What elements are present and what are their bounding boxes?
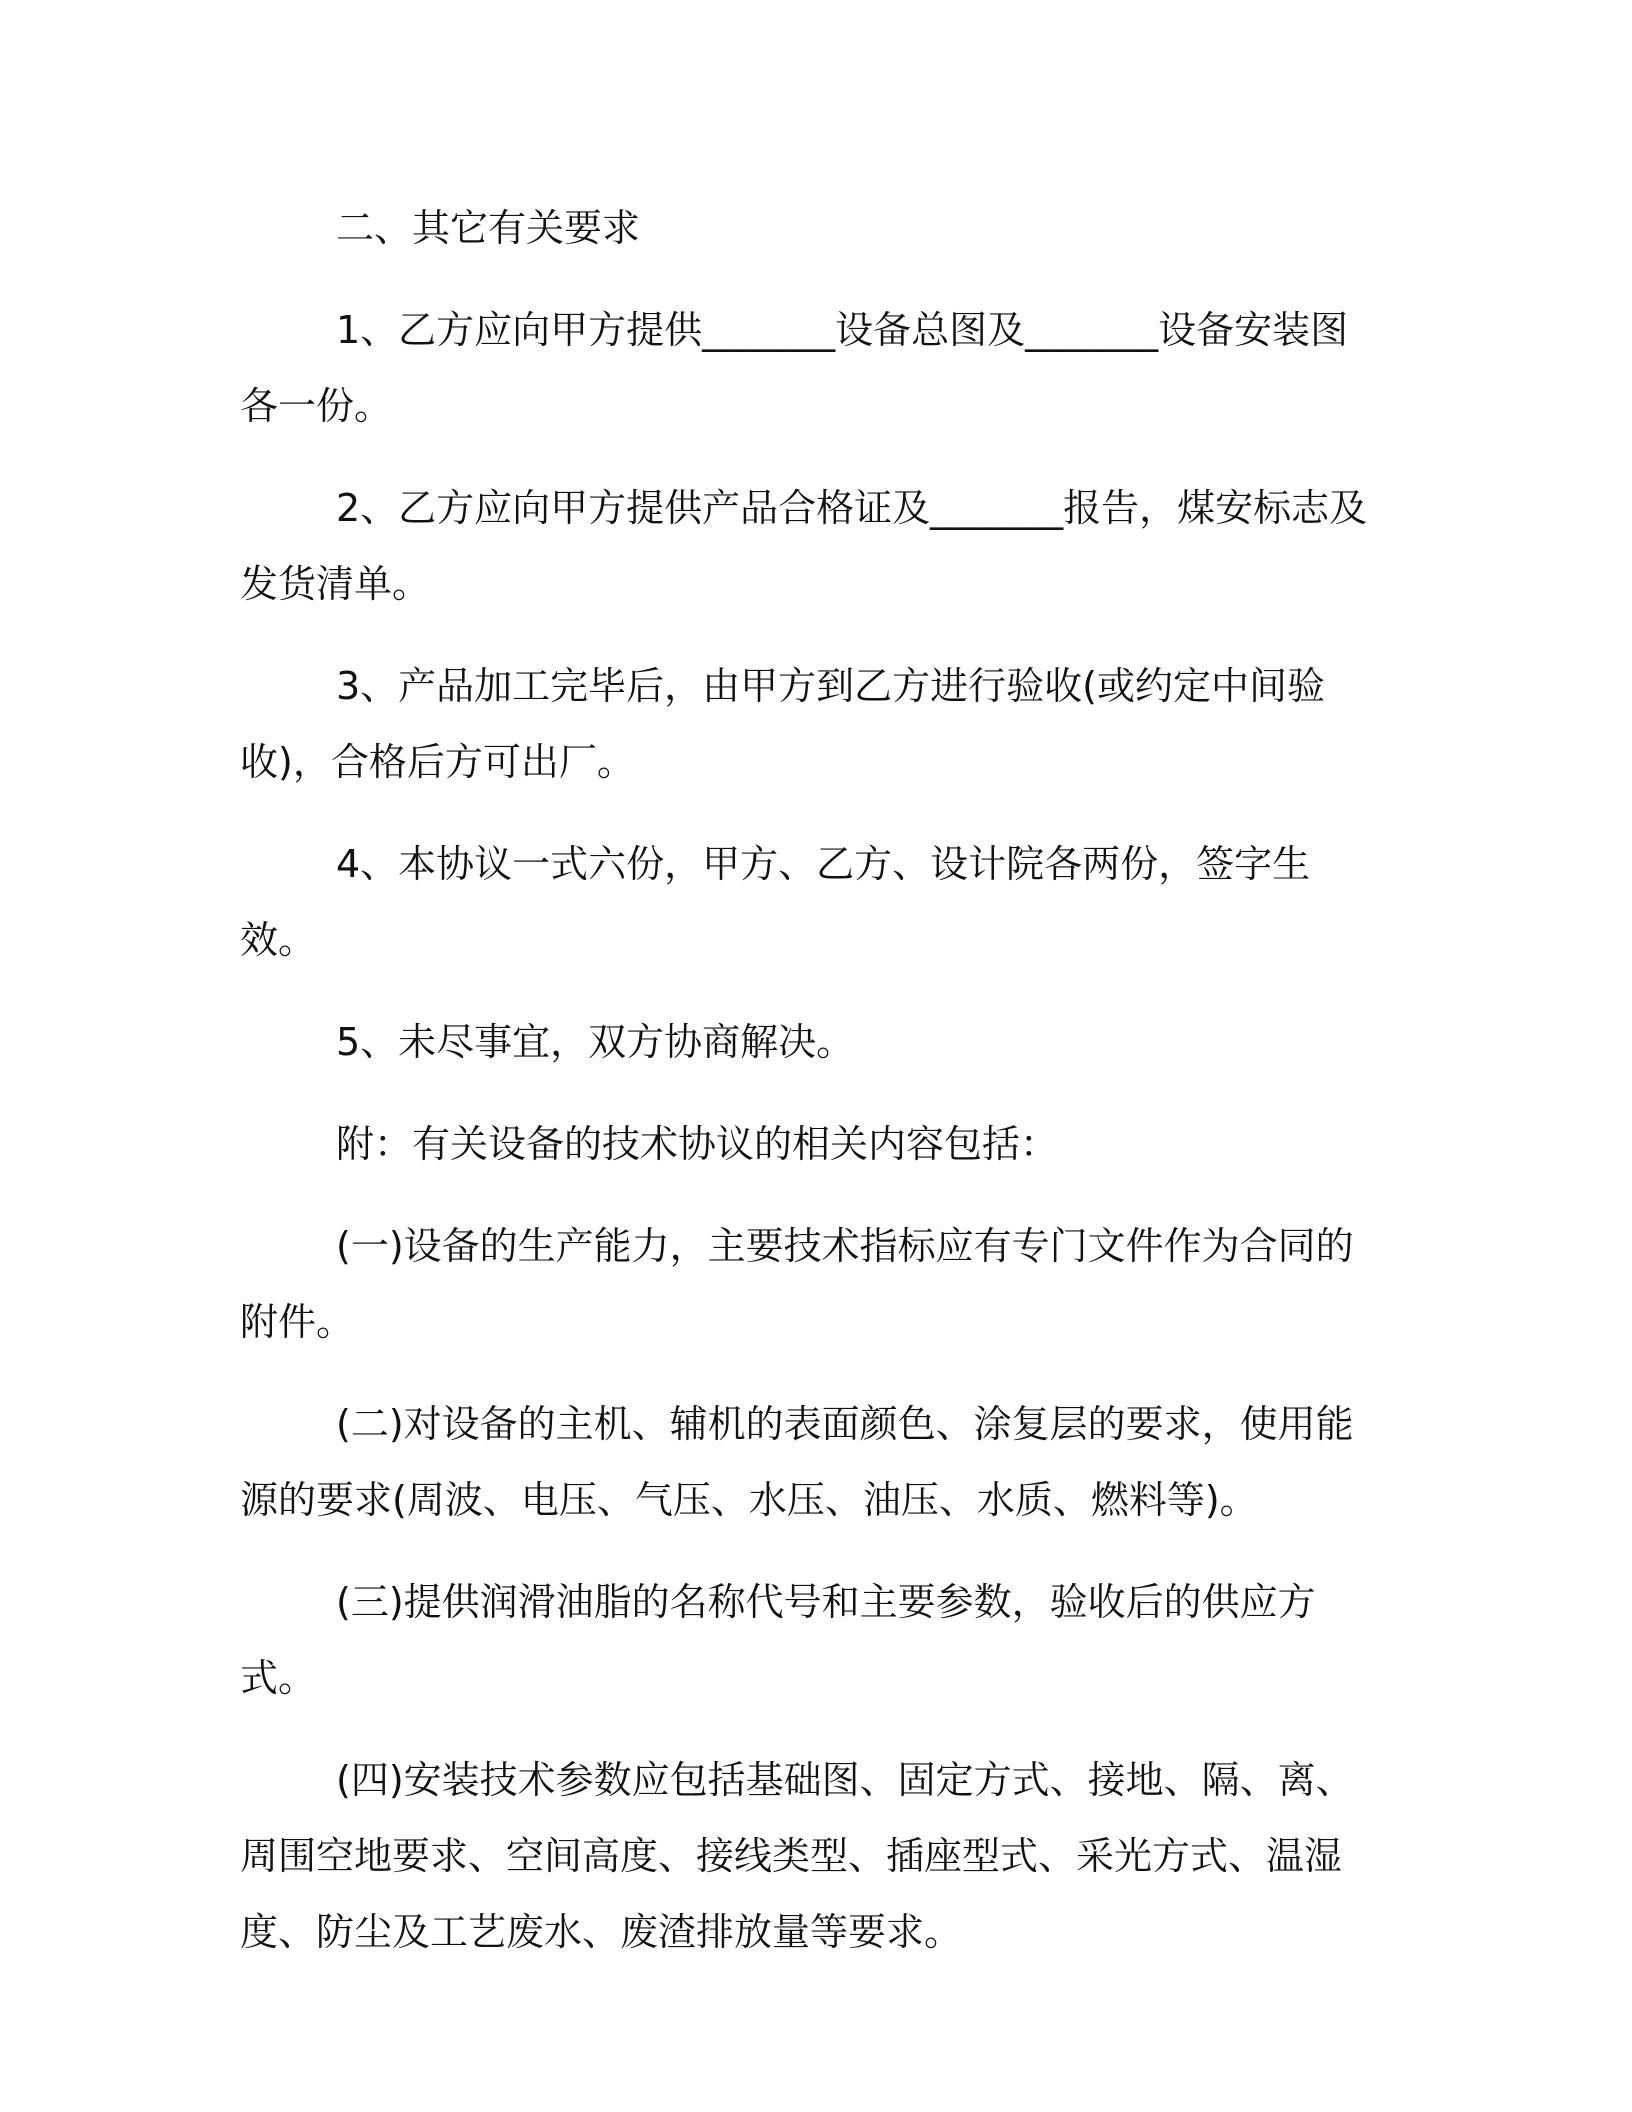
clause-4: 4、本协议一式六份，甲方、乙方、设计院各两份，签字生效。	[240, 842, 1311, 962]
appendix-item-1: (一)设备的生产能力，主要技术指标应有专门文件作为合同的附件。	[240, 1224, 1354, 1344]
appendix-intro: 附：有关设备的技术协议的相关内容包括：	[336, 1122, 1059, 1166]
clause-5: 5、未尽事宜，双方协商解决。	[336, 1020, 855, 1064]
appendix-item-4: (四)安装技术参数应包括基础图、固定方式、接地、隔、离、周围空地要求、空间高度、接线类型、插座型式、采光方式、温湿度、防尘及工艺废水、废渣排放量等要求。	[240, 1758, 1354, 1954]
clause-1: 1、乙方应向甲方提供_______设备总图及_______设备安装图各一份。	[240, 308, 1349, 428]
appendix-item-3: (三)提供润滑油脂的名称代号和主要参数，验收后的供应方式。	[240, 1580, 1316, 1700]
appendix-item-2: (二)对设备的主机、辅机的表面颜色、涂复层的要求，使用能源的要求(周波、电压、气压、水压、油压、水质、燃料等)。	[240, 1402, 1354, 1522]
section-heading: 二、其它有关要求	[336, 206, 641, 250]
document-body	[240, 190, 1370, 1996]
clause-3: 3、产品加工完毕后，由甲方到乙方进行验收(或约定中间验收)，合格后方可出厂。	[240, 664, 1326, 784]
clause-2: 2、乙方应向甲方提供产品合格证及_______报告，煤安标志及发货清单。	[240, 486, 1368, 606]
